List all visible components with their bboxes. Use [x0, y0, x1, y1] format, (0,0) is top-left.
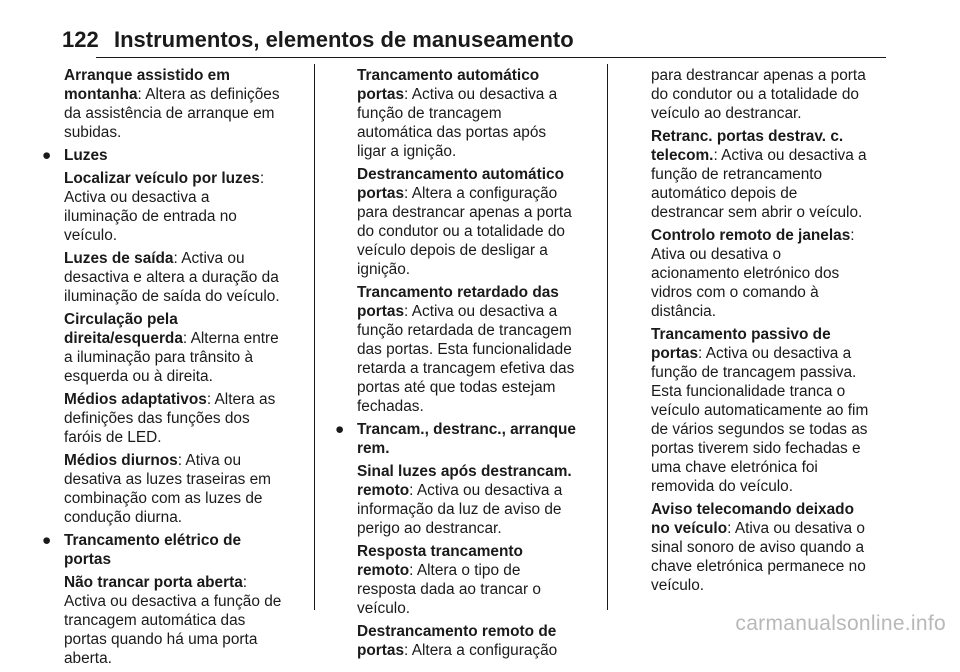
- setting-description: : Activa ou desactiva a função de trancagem automática das portas após ligar a ignição.: [357, 86, 558, 160]
- page-title: Instrumentos, elementos de manuseamento: [114, 27, 574, 52]
- setting-paragraph: [651, 500, 871, 595]
- setting-term: Trancamento retardado das portas: [357, 284, 559, 320]
- setting-description: : Altera a configuração para destrancar apenas a porta do condutor ou a totalidade do veículo depois de desligar a ignição.: [357, 185, 572, 278]
- setting-paragraph: [357, 165, 577, 279]
- page-number: 122: [62, 27, 99, 52]
- setting-paragraph: [357, 66, 577, 161]
- setting-description: : Activa ou desactiva a iluminação de entrada no veículo.: [64, 170, 265, 244]
- setting-paragraph: [64, 169, 284, 245]
- watermark: carmanualsonline.info: [735, 612, 946, 635]
- setting-paragraph: [651, 66, 871, 123]
- setting-term: Destrancamento automático portas: [357, 166, 564, 202]
- section-heading-text: Luzes: [64, 147, 108, 164]
- setting-description: : Ativa ou desativa as luzes traseiras em combinação com as luzes de condução diurna.: [64, 452, 272, 526]
- setting-description: : Altera as definições da assistência de arranque em subidas.: [64, 86, 280, 141]
- setting-paragraph: [64, 390, 284, 447]
- setting-paragraph: [651, 127, 871, 222]
- setting-description: para destrancar apenas a porta do condutor ou a totalidade do veículo ao destrancar.: [651, 67, 866, 122]
- setting-paragraph: [64, 66, 284, 142]
- bullet-icon: ●: [42, 147, 52, 164]
- setting-term: Destrancamento remoto de portas: [357, 623, 557, 659]
- setting-description: : Ativa ou desativa o sinal sonoro de aviso quando a chave eletrónica permanece no veículo.: [651, 520, 866, 594]
- setting-term: Controlo remoto de janelas: [651, 227, 851, 244]
- text-column-1: [42, 66, 284, 672]
- setting-description: : Altera o tipo de resposta dada ao trancar o veículo.: [357, 562, 541, 617]
- setting-term: Trancamento passivo de portas: [651, 326, 831, 362]
- setting-paragraph: [651, 325, 871, 496]
- setting-description: : Ativa ou desativa o acionamento eletrónico dos vidros com o comando à distância.: [651, 227, 855, 320]
- section-heading-text: Trancamento elétrico de portas: [64, 532, 242, 568]
- setting-term: Médios diurnos: [64, 452, 178, 469]
- setting-paragraph: [651, 226, 871, 321]
- setting-term: Circulação pela direita/esquerda: [64, 311, 183, 347]
- setting-paragraph: [357, 283, 577, 416]
- header-rule: [96, 57, 886, 58]
- setting-term: Luzes de saída: [64, 250, 174, 267]
- setting-description: : Altera a configuração: [404, 642, 558, 659]
- setting-description: : Activa ou desactiva a função de retrancamento automático depois de destrancar sem abrir o veículo.: [651, 147, 867, 221]
- setting-paragraph: [64, 573, 284, 668]
- setting-description: : Activa ou desactiva a função de trancagem passiva. Esta funcionalidade tranca o veículo automaticamente ao fim de vários segundos se todas as portas tiverem sido fechadas e uma chave eletrónica foi removida do veículo.: [651, 345, 869, 495]
- setting-description: : Altera as definições das funções dos faróis de LED.: [64, 391, 276, 446]
- bullet-icon: ●: [42, 532, 52, 549]
- setting-paragraph: [64, 310, 284, 386]
- setting-term: Localizar veículo por luzes: [64, 170, 260, 187]
- setting-paragraph: [64, 451, 284, 527]
- setting-term: Resposta trancamento remoto: [357, 543, 523, 579]
- section-heading-text: Trancam., destranc., arranque rem.: [357, 421, 576, 457]
- setting-paragraph: [357, 462, 577, 538]
- setting-paragraph: [64, 249, 284, 306]
- setting-paragraph: [357, 542, 577, 618]
- setting-description: : Activa ou desactiva e altera a duração da iluminação de saída do veículo.: [64, 250, 280, 305]
- column-divider-2: [607, 64, 608, 610]
- setting-term: Sinal luzes após destrancam. remoto: [357, 463, 572, 499]
- setting-term: Aviso telecomando deixado no veículo: [651, 501, 854, 537]
- setting-term: Retranc. portas destrav. c. telecom.: [651, 128, 844, 164]
- column-divider-1: [314, 64, 315, 610]
- section-heading: [335, 420, 577, 458]
- setting-term: Trancamento automático portas: [357, 67, 540, 103]
- bullet-icon: ●: [335, 421, 345, 438]
- page-header: [62, 27, 886, 53]
- setting-term: Médios adaptativos: [64, 391, 207, 408]
- setting-description: : Alterna entre a iluminação para trânsito à esquerda ou à direita.: [64, 330, 279, 385]
- setting-paragraph: [357, 622, 577, 660]
- setting-description: : Activa ou desactiva a função retardada de trancagem das portas. Esta funcionalidade retarda a trancagem efetiva das portas até que todas estejam fechadas.: [357, 303, 575, 415]
- setting-term: Arranque assistido em montanha: [64, 67, 230, 103]
- section-heading: [42, 146, 284, 165]
- text-column-3: [629, 66, 871, 599]
- section-heading: [42, 531, 284, 569]
- text-column-2: [335, 66, 577, 664]
- setting-description: : Activa ou desactiva a informação da luz de aviso de perigo ao destrancar.: [357, 482, 563, 537]
- setting-description: : Activa ou desactiva a função de trancagem automática das portas quando há uma porta aberta.: [64, 574, 282, 667]
- setting-term: Não trancar porta aberta: [64, 574, 243, 591]
